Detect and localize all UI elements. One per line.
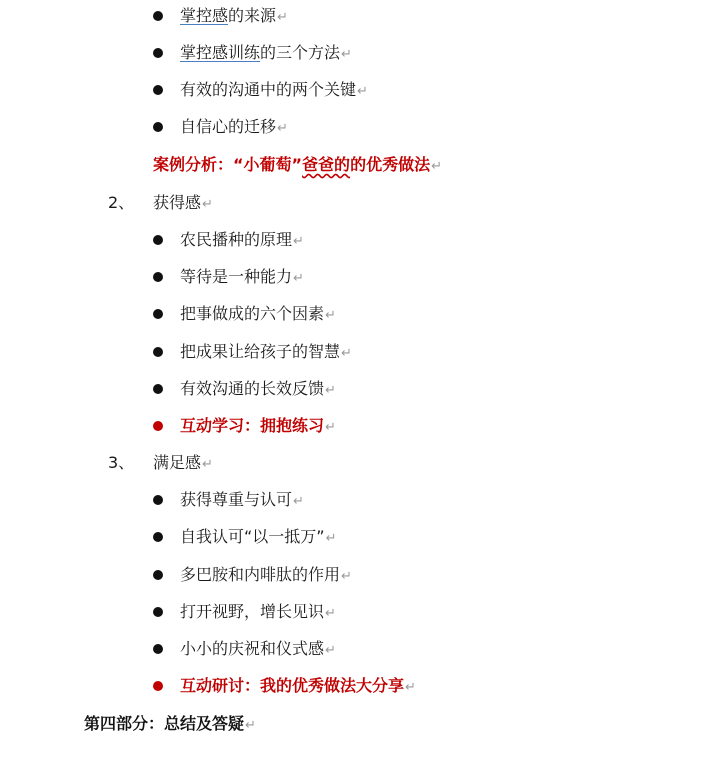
section-title-text: 获得感 [153,193,202,212]
list-item [180,78,368,102]
bullet-dot [153,495,163,505]
paragraph-mark-icon: ↵ [341,47,352,62]
list-item-text: 小小的庆祝和仪式感 [180,639,325,658]
list-item [180,115,288,139]
list-item-text: 的三个方法 [260,43,341,62]
bullet-dot [153,347,163,357]
list-item [180,600,336,624]
paragraph-mark-icon: ↵ [357,84,368,99]
paragraph-mark-icon: ↵ [341,346,352,361]
list-item [180,4,288,28]
list-item [180,228,304,252]
bullet-dot [153,607,163,617]
highlight-text: 互动研讨：我的优秀做法大分享 [180,676,405,695]
interactive-learning-item [180,414,336,438]
list-item-text: 有效沟通的长效反馈 [180,379,325,398]
paragraph-mark-icon: ↵ [277,121,288,136]
list-item [180,637,336,661]
case-analysis-heading [153,153,442,177]
bullet-dot-red [153,681,163,691]
part-heading-text: 第四部分：总结及答疑 [84,714,245,733]
list-item [180,340,352,364]
list-item-text-linked: 掌控感 [180,6,229,25]
paragraph-mark-icon: ↵ [245,718,256,733]
paragraph-mark-icon: ↵ [293,234,304,249]
list-item-text: 自信心的迁移 [180,117,277,136]
list-item-text: 的来源 [228,6,277,25]
bullet-dot [153,48,163,58]
bullet-dot [153,122,163,132]
paragraph-mark-icon: ↵ [277,10,288,25]
case-analysis-wavy: 爸爸的 [302,155,351,174]
list-item-text: 有效的沟通中的两个关键 [180,80,357,99]
list-item-text: 等待是一种能力 [180,267,293,286]
list-item [180,563,352,587]
list-item-text: 获得尊重与认可 [180,490,293,509]
case-analysis-suffix: 的优秀做法 [350,155,431,174]
bullet-dot [153,85,163,95]
bullet-dot [153,272,163,282]
paragraph-mark-icon: ↵ [341,569,352,584]
section-title-text: 满足感 [153,453,202,472]
list-item-text: 打开视野，增长见识 [180,602,325,621]
section-title [153,191,213,215]
case-analysis-prefix: 案例分析：“小葡萄” [153,155,303,174]
paragraph-mark-icon: ↵ [202,457,213,472]
list-item-text: 多巴胺和内啡肽的作用 [180,565,341,584]
list-item-text-linked: 掌控感训练 [180,43,261,62]
bullet-dot [153,309,163,319]
section-number: 2、 [108,193,135,212]
bullet-dot [153,384,163,394]
bullet-dot [153,11,163,21]
list-item-text: 自我认可“以一抵万” [180,527,325,546]
paragraph-mark-icon: ↵ [202,197,213,212]
section-number: 3、 [108,453,135,472]
paragraph-mark-icon: ↵ [325,606,336,621]
list-item-text: 农民播种的原理 [180,230,293,249]
paragraph-mark-icon: ↵ [325,531,337,546]
bullet-dot [153,644,163,654]
paragraph-mark-icon: ↵ [293,271,304,286]
list-item [180,265,304,289]
paragraph-mark-icon: ↵ [325,308,336,323]
list-item [180,302,336,326]
highlight-text: 互动学习：拥抱练习 [180,416,325,435]
list-item [180,488,304,512]
paragraph-mark-icon: ↵ [325,383,336,398]
section-title [153,451,213,475]
paragraph-mark-icon: ↵ [325,643,336,658]
bullet-dot [153,570,163,580]
bullet-dot [153,532,163,542]
list-item [180,41,352,65]
list-item-text: 把事做成的六个因素 [180,304,325,323]
paragraph-mark-icon: ↵ [431,159,442,174]
part-heading [84,712,256,736]
list-item-text: 把成果让给孩子的智慧 [180,342,341,361]
paragraph-mark-icon: ↵ [293,494,304,509]
paragraph-mark-icon: ↵ [405,680,416,695]
interactive-discussion-item [180,674,416,698]
list-item [180,525,337,549]
bullet-dot [153,235,163,245]
paragraph-mark-icon: ↵ [325,420,336,435]
list-item [180,377,336,401]
bullet-dot-red [153,421,163,431]
